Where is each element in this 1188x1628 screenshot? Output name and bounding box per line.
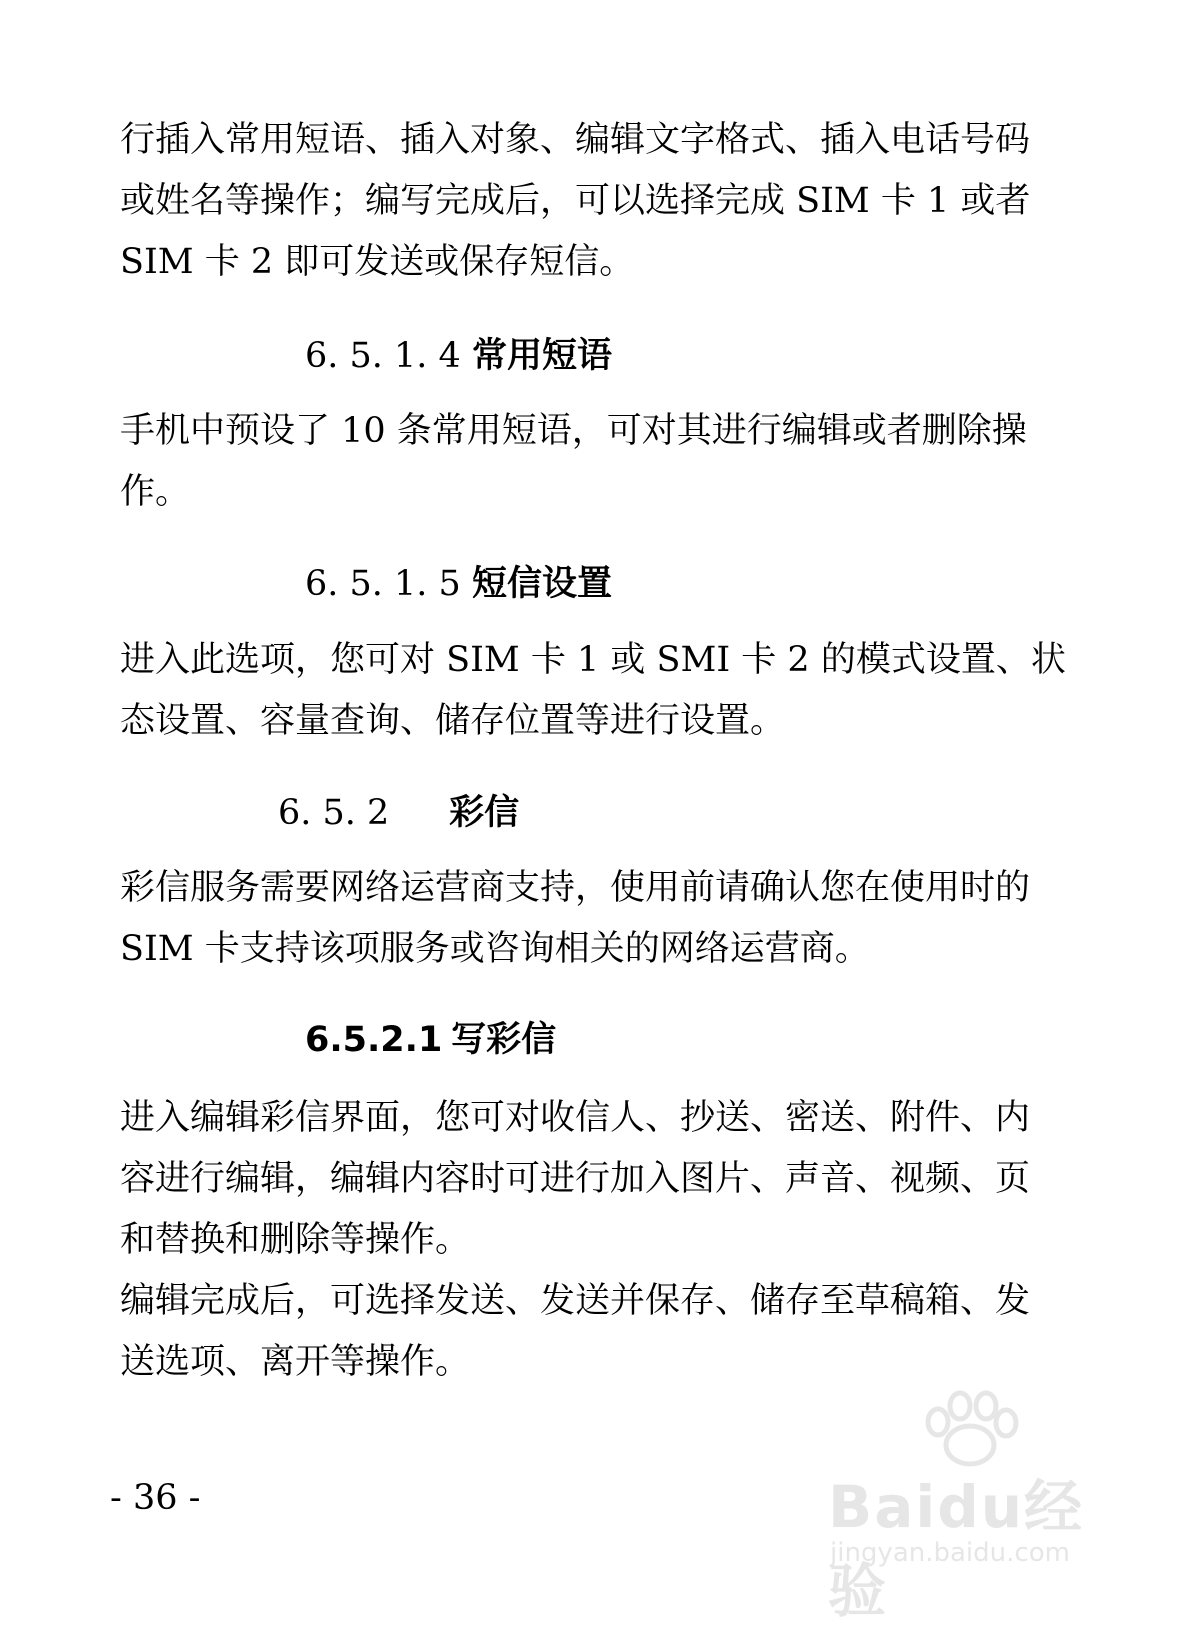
text-line: 容进行编辑，编辑内容时可进行加入图片、声音、视频、页 xyxy=(120,1159,1031,1199)
section-heading xyxy=(305,556,612,606)
text-line: 和替换和删除等操作。 xyxy=(120,1220,471,1260)
watermark-brand: Baidu经验 xyxy=(828,1473,1085,1625)
paragraph-text xyxy=(120,110,1040,293)
text-line: 编辑完成后，可选择发送、发送并保存、储存至草稿箱、发 xyxy=(120,1281,1031,1321)
section-number: 6. 5. 1. 4 xyxy=(305,336,461,376)
baidu-watermark xyxy=(810,1390,1110,1625)
text-line: 态设置、容量查询、储存位置等进行设置。 xyxy=(120,701,786,741)
text-line: 作。 xyxy=(120,472,191,512)
section-title: 彩信 xyxy=(449,793,520,833)
paw-icon xyxy=(910,1390,1030,1470)
section-number: 6. 5. 2 xyxy=(278,793,390,833)
section-title: 短信设置 xyxy=(471,564,612,604)
paragraph-text xyxy=(120,401,1040,523)
paragraph-text xyxy=(120,1088,1040,1393)
text-line: 或姓名等操作；编写完成后，可以选择完成 SIM 卡 1 或者 xyxy=(120,181,1031,221)
text-line: 送选项、离开等操作。 xyxy=(120,1342,471,1382)
section-heading xyxy=(305,328,612,378)
text-line: SIM 卡支持该项服务或咨询相关的网络运营商。 xyxy=(120,929,870,969)
watermark-url: jingyan.baidu.com xyxy=(830,1538,1070,1568)
section-title: 常用短语 xyxy=(471,336,612,376)
section-title: 写彩信 xyxy=(451,1020,557,1060)
paragraph-text xyxy=(120,630,1066,752)
text-line: 手机中预设了 10 条常用短语，可对其进行编辑或者删除操 xyxy=(120,411,1027,451)
section-heading xyxy=(305,1012,556,1062)
text-line: SIM 卡 2 即可发送或保存短信。 xyxy=(120,242,635,282)
section-number: 6. 5. 1. 5 xyxy=(305,564,461,604)
page-number: - 36 - xyxy=(110,1478,201,1518)
section-heading xyxy=(278,785,519,835)
text-line: 进入此选项，您可对 SIM 卡 1 或 SMI 卡 2 的模式设置、状 xyxy=(120,640,1066,680)
text-line: 进入编辑彩信界面，您可对收信人、抄送、密送、附件、内 xyxy=(120,1098,1031,1138)
text-line: 行插入常用短语、插入对象、编辑文字格式、插入电话号码 xyxy=(120,120,1031,160)
text-line: 彩信服务需要网络运营商支持，使用前请确认您在使用时的 xyxy=(120,868,1031,908)
paragraph-text xyxy=(120,858,1040,980)
section-number: 6.5.2.1 xyxy=(305,1020,443,1060)
